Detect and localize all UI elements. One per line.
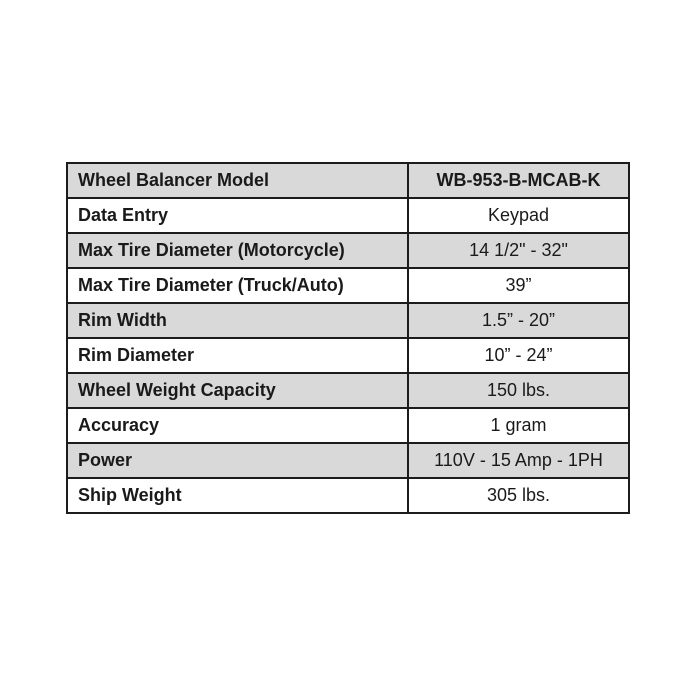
table-row bbox=[67, 303, 629, 338]
row-label: Power bbox=[67, 443, 408, 478]
table-row bbox=[67, 478, 629, 513]
row-value: 10” - 24” bbox=[408, 338, 629, 373]
table-row bbox=[67, 373, 629, 408]
table-row bbox=[67, 198, 629, 233]
row-value: 1 gram bbox=[408, 408, 629, 443]
row-label: Data Entry bbox=[67, 198, 408, 233]
table-row bbox=[67, 233, 629, 268]
table-row bbox=[67, 408, 629, 443]
row-value: 1.5” - 20” bbox=[408, 303, 629, 338]
row-value: 14 1/2" - 32" bbox=[408, 233, 629, 268]
row-value: WB-953-B-MCAB-K bbox=[408, 163, 629, 198]
row-label: Ship Weight bbox=[67, 478, 408, 513]
table-row bbox=[67, 443, 629, 478]
row-label: Accuracy bbox=[67, 408, 408, 443]
row-label: Rim Width bbox=[67, 303, 408, 338]
spec-table bbox=[66, 162, 630, 514]
row-label: Rim Diameter bbox=[67, 338, 408, 373]
row-value: Keypad bbox=[408, 198, 629, 233]
row-value: 110V - 15 Amp - 1PH bbox=[408, 443, 629, 478]
row-value: 39” bbox=[408, 268, 629, 303]
table-row bbox=[67, 268, 629, 303]
row-label: Max Tire Diameter (Motorcycle) bbox=[67, 233, 408, 268]
row-value: 150 lbs. bbox=[408, 373, 629, 408]
table-row bbox=[67, 163, 629, 198]
row-label: Wheel Weight Capacity bbox=[67, 373, 408, 408]
row-label: Wheel Balancer Model bbox=[67, 163, 408, 198]
row-label: Max Tire Diameter (Truck/Auto) bbox=[67, 268, 408, 303]
table-row bbox=[67, 338, 629, 373]
row-value: 305 lbs. bbox=[408, 478, 629, 513]
